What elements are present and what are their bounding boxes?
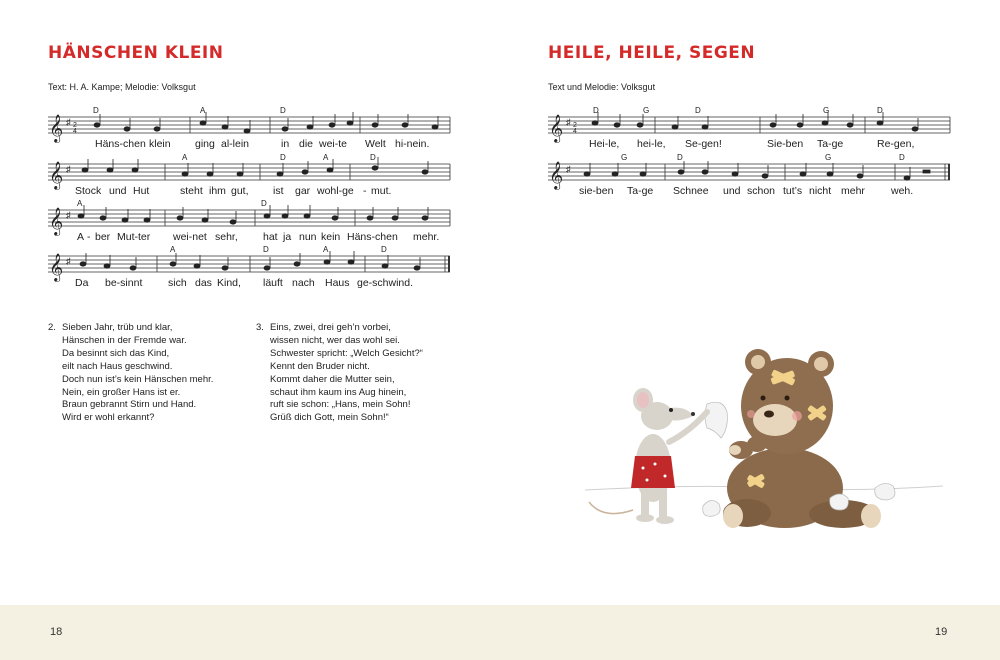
chord-label: D [877,106,883,115]
lyric-syllable: Kind, [217,277,241,289]
lyric-syllable: wohl-ge [317,185,354,196]
lyric-syllable: die [299,138,314,149]
right-song-title: HEILE, HEILE, SEGEN [548,43,756,63]
chord-label: A [77,199,83,208]
lyric-syllable: Re-gen, [877,138,915,149]
lyric-syllable: Häns-chen [95,138,146,149]
lyric-syllable: weh. [891,185,914,196]
verse-line: Nein, ein großer Hans ist er. [62,386,181,398]
verse-line: Sieben Jahr, trüb und klar, [62,322,173,333]
verse-number: 2. [48,322,56,333]
lyric-syllable: hei-le, [637,138,666,149]
chord-label: D [677,153,683,162]
verse-line: eilt nach Haus geschwind. [62,360,173,372]
lyric-syllable: Stock [75,185,102,196]
lyric-syllable: schon [747,185,776,196]
lyric-syllable: und [723,185,741,196]
notes [592,112,918,131]
lyric-syllable: mut. [371,185,392,196]
verse-line: Da besinnt sich das Kind, [62,347,170,359]
lyric-syllable: wei-net [173,231,207,242]
lyric-syllable: Welt [365,138,386,149]
lyric-syllable: A [77,231,85,242]
lyric-syllable: in [281,138,290,149]
lyric-syllable: Haus [325,277,350,289]
lyric-syllable: hi-nein. [395,138,430,149]
teddy-bear [723,349,881,528]
lyric-syllable: Schnee [673,185,709,196]
lyric-syllable: klein [149,138,171,149]
lyric-syllable: hat [263,231,278,242]
lyric-syllable: sich [168,277,187,289]
lyric-syllable: gar [295,185,311,196]
chord-label: D [381,245,387,254]
verse-line: Doch nun ist’s kein Hänschen mehr. [62,373,214,385]
lyric-syllable: ging [195,138,215,149]
lyric-syllable: Se-gen! [685,138,722,149]
notes [82,157,428,176]
lyric-syllable: mehr [841,185,865,196]
lyric-syllable: ihm [209,185,226,196]
chord-label: A [323,153,329,162]
lyric-syllable: Ta-ge [817,138,844,149]
lyric-syllable: nun [299,231,317,242]
verse-line: Schwester spricht: „Welch Gesicht?“ [270,347,423,359]
chord-label: A [170,245,176,254]
time-signature: 2 [573,122,577,129]
verse-line: ruft sie schon: „Hans, mein Sohn! [270,399,411,411]
lyric-syllable: ge-schwind. [357,277,414,289]
lyric-syllable: Hut [133,185,150,196]
chord-label: A [200,106,206,115]
right-song-credit: Text und Melodie: Volksgut [548,82,656,92]
chord-label: D [261,199,267,208]
lyric-syllable: nicht [809,185,832,196]
lyric-syllable: sehr, [215,231,238,242]
treble-clef-icon: 𝄞 [549,161,564,189]
lyric-syllable: Sie-ben [767,138,804,149]
verse-line: Wird er wohl erkannt? [62,412,155,424]
lyric-syllable: wei-te [319,138,348,149]
lyric-syllable: Häns-chen [347,231,398,242]
verse-line: Eins, zwei, drei geh’n vorbei, [270,322,391,333]
key-signature: ♯ [66,164,71,174]
lyric-syllable: steht [180,185,203,196]
page-number-left: 18 [50,626,63,638]
staff-lines [48,210,450,226]
treble-clef-icon: 𝄞 [49,253,64,281]
chord-label: A [182,153,188,162]
svg-text:4: 4 [73,128,77,135]
lyric-syllable: - [363,185,367,196]
chord-label: D [280,106,286,115]
lyric-syllable: - [87,231,91,242]
lyric-syllable: gut, [231,185,249,196]
chord-label: D [93,106,99,115]
treble-clef-icon: 𝄞 [49,207,64,235]
lyric-syllable: sie-ben [579,185,614,196]
chord-label: G [621,153,628,162]
lyric-syllable: mehr. [413,231,440,242]
verse-line: schaut ihm kaum ins Aug hinein, [270,386,407,398]
verse-line: Hänschen in der Fremde war. [62,334,187,346]
lyric-syllable: nach [292,277,315,289]
verse-line: Grüß dich Gott, mein Sohn!“ [270,412,389,424]
teddy-bear-and-mouse-illustration [575,338,945,538]
left-song-title: HÄNSCHEN KLEIN [48,43,224,63]
verse-line: Kommt daher die Mutter sein, [270,373,395,385]
lyric-syllable: das [195,277,212,289]
verse-line: Braun gebrannt Stirn und Hand. [62,399,197,411]
lyric-syllable: läuft [263,277,283,289]
left-staff-4 [45,244,455,290]
chord-label: D [370,153,376,162]
lyric-syllable: be-sinnt [105,277,143,289]
staff-lines [548,117,950,133]
lyric-syllable: Ta-ge [627,185,654,196]
lyric-syllable: kein [321,231,341,242]
lyric-syllable: ber [95,231,111,242]
mouse [589,388,707,524]
left-song-credit: Text: H. A. Kampe; Melodie: Volksgut [48,82,196,92]
treble-clef-icon: 𝄞 [49,161,64,189]
key-signature: ♯ [566,164,571,174]
key-signature: ♯ [66,210,71,220]
left-staff-1 [45,105,455,149]
right-staff-1 [545,105,955,149]
key-signature: ♯ [66,117,71,127]
right-staff-2 [545,152,955,196]
lyric-syllable: Hei-le, [589,138,620,149]
chord-label: D [280,153,286,162]
verse-line: Kennt den Bruder nicht. [270,360,370,372]
lyric-syllable: Mut-ter [117,231,151,242]
time-signature: 2 [73,122,77,129]
notes [94,112,438,133]
lyric-syllable: tut’s [783,185,803,196]
verse-line: wissen nicht, wer das wohl sei. [270,334,400,346]
lyric-syllable: ja [283,231,292,242]
lyric-syllable: Da [75,277,89,289]
lyric-syllable: und [109,185,127,196]
chord-label: D [593,106,599,115]
left-staff-2 [45,152,455,196]
treble-clef-icon: 𝄞 [549,114,564,142]
chord-label: D [899,153,905,162]
lyric-syllable: ist [273,185,284,196]
verse-number: 3. [256,322,264,333]
footer-band [0,605,1000,660]
chord-label: D [263,245,269,254]
chord-label: G [825,153,832,162]
key-signature: ♯ [566,117,571,127]
svg-text:4: 4 [573,128,577,135]
notes [78,205,428,224]
page-number-right: 19 [935,626,948,638]
chord-label: D [695,106,701,115]
lyric-syllable: al-lein [221,138,250,149]
left-staff-3 [45,198,455,242]
staff-lines [548,164,950,180]
treble-clef-icon: 𝄞 [49,114,64,142]
chord-label: G [643,106,650,115]
chord-label: G [823,106,830,115]
chord-label: A [323,245,329,254]
key-signature: ♯ [66,256,71,266]
